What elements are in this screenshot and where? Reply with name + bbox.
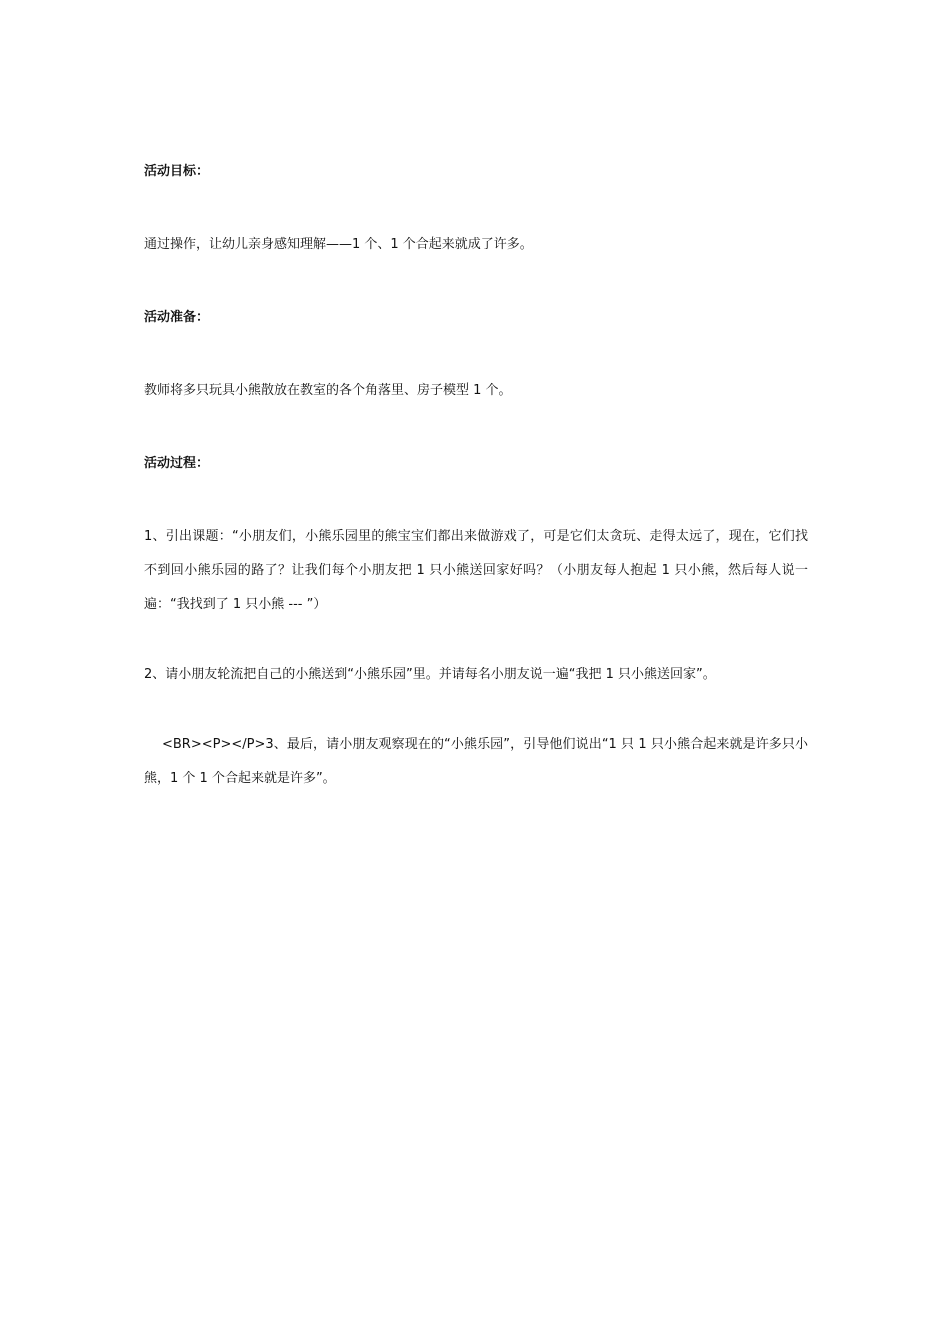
section-heading-preparation: 活动准备： <box>144 310 210 325</box>
process-step-3: <BR><P></P>3、最后，请小朋友观察现在的“小熊乐园”，引导他们说出“1 只 1 只小熊合起来就是许多只小熊，1 个 1 个合起来就是许多”。 <box>144 737 808 786</box>
process-step-2: 2、请小朋友轮流把自己的小熊送到“小熊乐园”里。并请每名小朋友说一遍“我把 1 只小熊送回家”。 <box>144 667 716 682</box>
preparation-paragraph: 教师将多只玩具小熊散放在教室的各个角落里、房子模型 1 个。 <box>144 383 512 398</box>
document-body <box>144 158 808 796</box>
goals-paragraph: 通过操作，让幼儿亲身感知理解——1 个、1 个合起来就成了许多。 <box>144 237 533 252</box>
process-step-1: 1、引出课题：“小朋友们，小熊乐园里的熊宝宝们都出来做游戏了，可是它们太贪玩、走得太远了，现在，它们找不到回小熊乐园的路了？让我们每个小朋友把 1 只小熊送回家好吗？（小朋友每人抱起 1 只小熊，然后每人说一遍：“我找到了 1 只小熊 --- ”） <box>144 529 808 612</box>
section-heading-process: 活动过程： <box>144 456 210 471</box>
section-heading-goals: 活动目标： <box>144 164 210 179</box>
